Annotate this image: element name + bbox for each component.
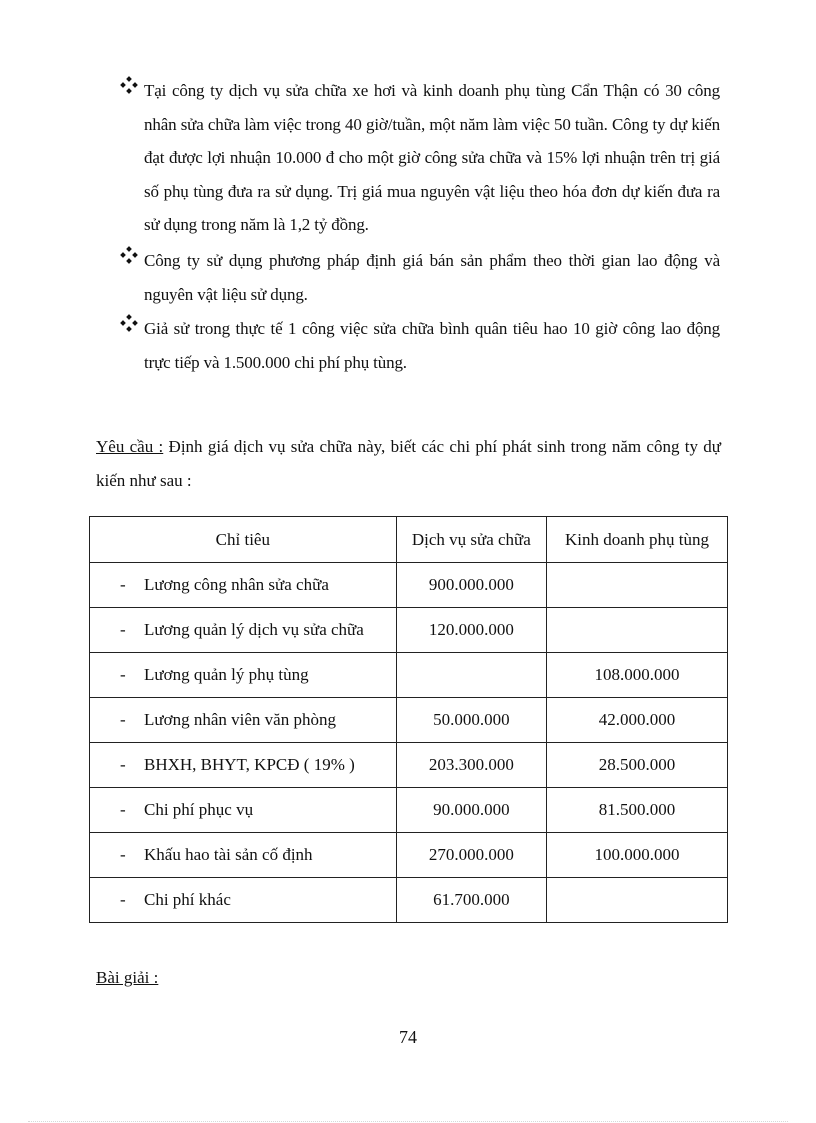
parts-value: 28.500.000 xyxy=(546,743,727,788)
bullet-text: Tại công ty dịch vụ sửa chữa xe hơi và kinh doanh phụ tùng Cẩn Thận có 30 công nhân sửa chữa làm việc trong 40 giờ/tuần, một năm làm việc 50 tuần. Công ty dự kiến đạt được lợi nhuận 10.000 đ cho một giờ công sửa chữa và 15% lợi nhuận trên trị giá số phụ tùng đưa ra sử dụng. Trị giá mua nguyên vật liệu theo hóa đơn dự kiến đưa ra sử dụng trong năm là 1,2 tỷ đồng. xyxy=(144,81,720,234)
column-header-item: Chỉ tiêu xyxy=(90,517,397,563)
row-dash: - xyxy=(120,620,126,639)
row-label-cell xyxy=(90,878,397,923)
row-label: Lương quản lý dịch vụ sửa chữa xyxy=(144,620,364,639)
row-label-cell xyxy=(90,563,397,608)
column-header-repair: Dịch vụ sửa chữa xyxy=(396,517,546,563)
repair-value: 90.000.000 xyxy=(396,788,546,833)
repair-value: 203.300.000 xyxy=(396,743,546,788)
repair-value: 270.000.000 xyxy=(396,833,546,878)
row-label: Chi phí phục vụ xyxy=(144,800,254,819)
parts-value: 42.000.000 xyxy=(546,698,727,743)
row-dash: - xyxy=(120,710,126,729)
row-dash: - xyxy=(120,800,126,819)
repair-value: 900.000.000 xyxy=(396,563,546,608)
diamond-dots-bullet-icon xyxy=(120,246,138,264)
row-label-cell xyxy=(90,608,397,653)
row-label: Chi phí khác xyxy=(144,890,231,909)
bullet-text: Công ty sử dụng phương pháp định giá bán sản phẩm theo thời gian lao động và nguyên vật liệu sử dụng. xyxy=(144,251,720,304)
table-row xyxy=(90,698,728,743)
row-label: Lương công nhân sửa chữa xyxy=(144,575,329,594)
bullet-paragraph-2 xyxy=(120,244,720,311)
row-label: BHXH, BHYT, KPCĐ ( 19% ) xyxy=(144,755,355,774)
diamond-dots-bullet-icon xyxy=(120,314,138,332)
parts-value: 81.500.000 xyxy=(546,788,727,833)
parts-value: 108.000.000 xyxy=(546,653,727,698)
parts-value xyxy=(546,608,727,653)
row-label-cell xyxy=(90,743,397,788)
table-body xyxy=(90,563,728,923)
bullet-paragraph-1 xyxy=(120,74,720,242)
diamond-dots-bullet-icon xyxy=(120,76,138,94)
repair-value: 120.000.000 xyxy=(396,608,546,653)
repair-value xyxy=(396,653,546,698)
row-label-cell xyxy=(90,698,397,743)
row-label-cell xyxy=(90,788,397,833)
parts-value xyxy=(546,878,727,923)
repair-value: 50.000.000 xyxy=(396,698,546,743)
row-dash: - xyxy=(120,755,126,774)
row-label: Lương quản lý phụ tùng xyxy=(144,665,309,684)
bullet-paragraph-3 xyxy=(120,312,720,379)
column-header-parts: Kinh doanh phụ tùng xyxy=(546,517,727,563)
row-dash: - xyxy=(120,845,126,864)
repair-value: 61.700.000 xyxy=(396,878,546,923)
requirement-paragraph xyxy=(96,430,721,498)
table-row xyxy=(90,833,728,878)
row-dash: - xyxy=(120,890,126,909)
solution-heading: Bài giải : xyxy=(96,968,159,987)
parts-value xyxy=(546,563,727,608)
parts-value: 100.000.000 xyxy=(546,833,727,878)
table-row xyxy=(90,878,728,923)
requirement-label: Yêu cầu : xyxy=(96,437,164,456)
row-dash: - xyxy=(120,575,126,594)
table-row xyxy=(90,563,728,608)
row-label: Lương nhân viên văn phòng xyxy=(144,710,336,729)
table-row xyxy=(90,743,728,788)
row-dash: - xyxy=(120,665,126,684)
page-number: 74 xyxy=(399,1027,417,1047)
cost-table xyxy=(89,516,728,923)
table-row xyxy=(90,653,728,698)
row-label-cell xyxy=(90,653,397,698)
row-label-cell xyxy=(90,833,397,878)
table-header-row xyxy=(90,517,728,563)
requirement-text: Định giá dịch vụ sửa chữa này, biết các chi phí phát sinh trong năm công ty dự kiến như sau : xyxy=(96,437,721,490)
table-row xyxy=(90,608,728,653)
page-bottom-divider xyxy=(28,1121,788,1122)
row-label: Khấu hao tài sản cố định xyxy=(144,845,313,864)
table-row xyxy=(90,788,728,833)
bullet-text: Giả sử trong thực tế 1 công việc sửa chữa bình quân tiêu hao 10 giờ công lao động trực tiếp và 1.500.000 chi phí phụ tùng. xyxy=(144,319,720,372)
